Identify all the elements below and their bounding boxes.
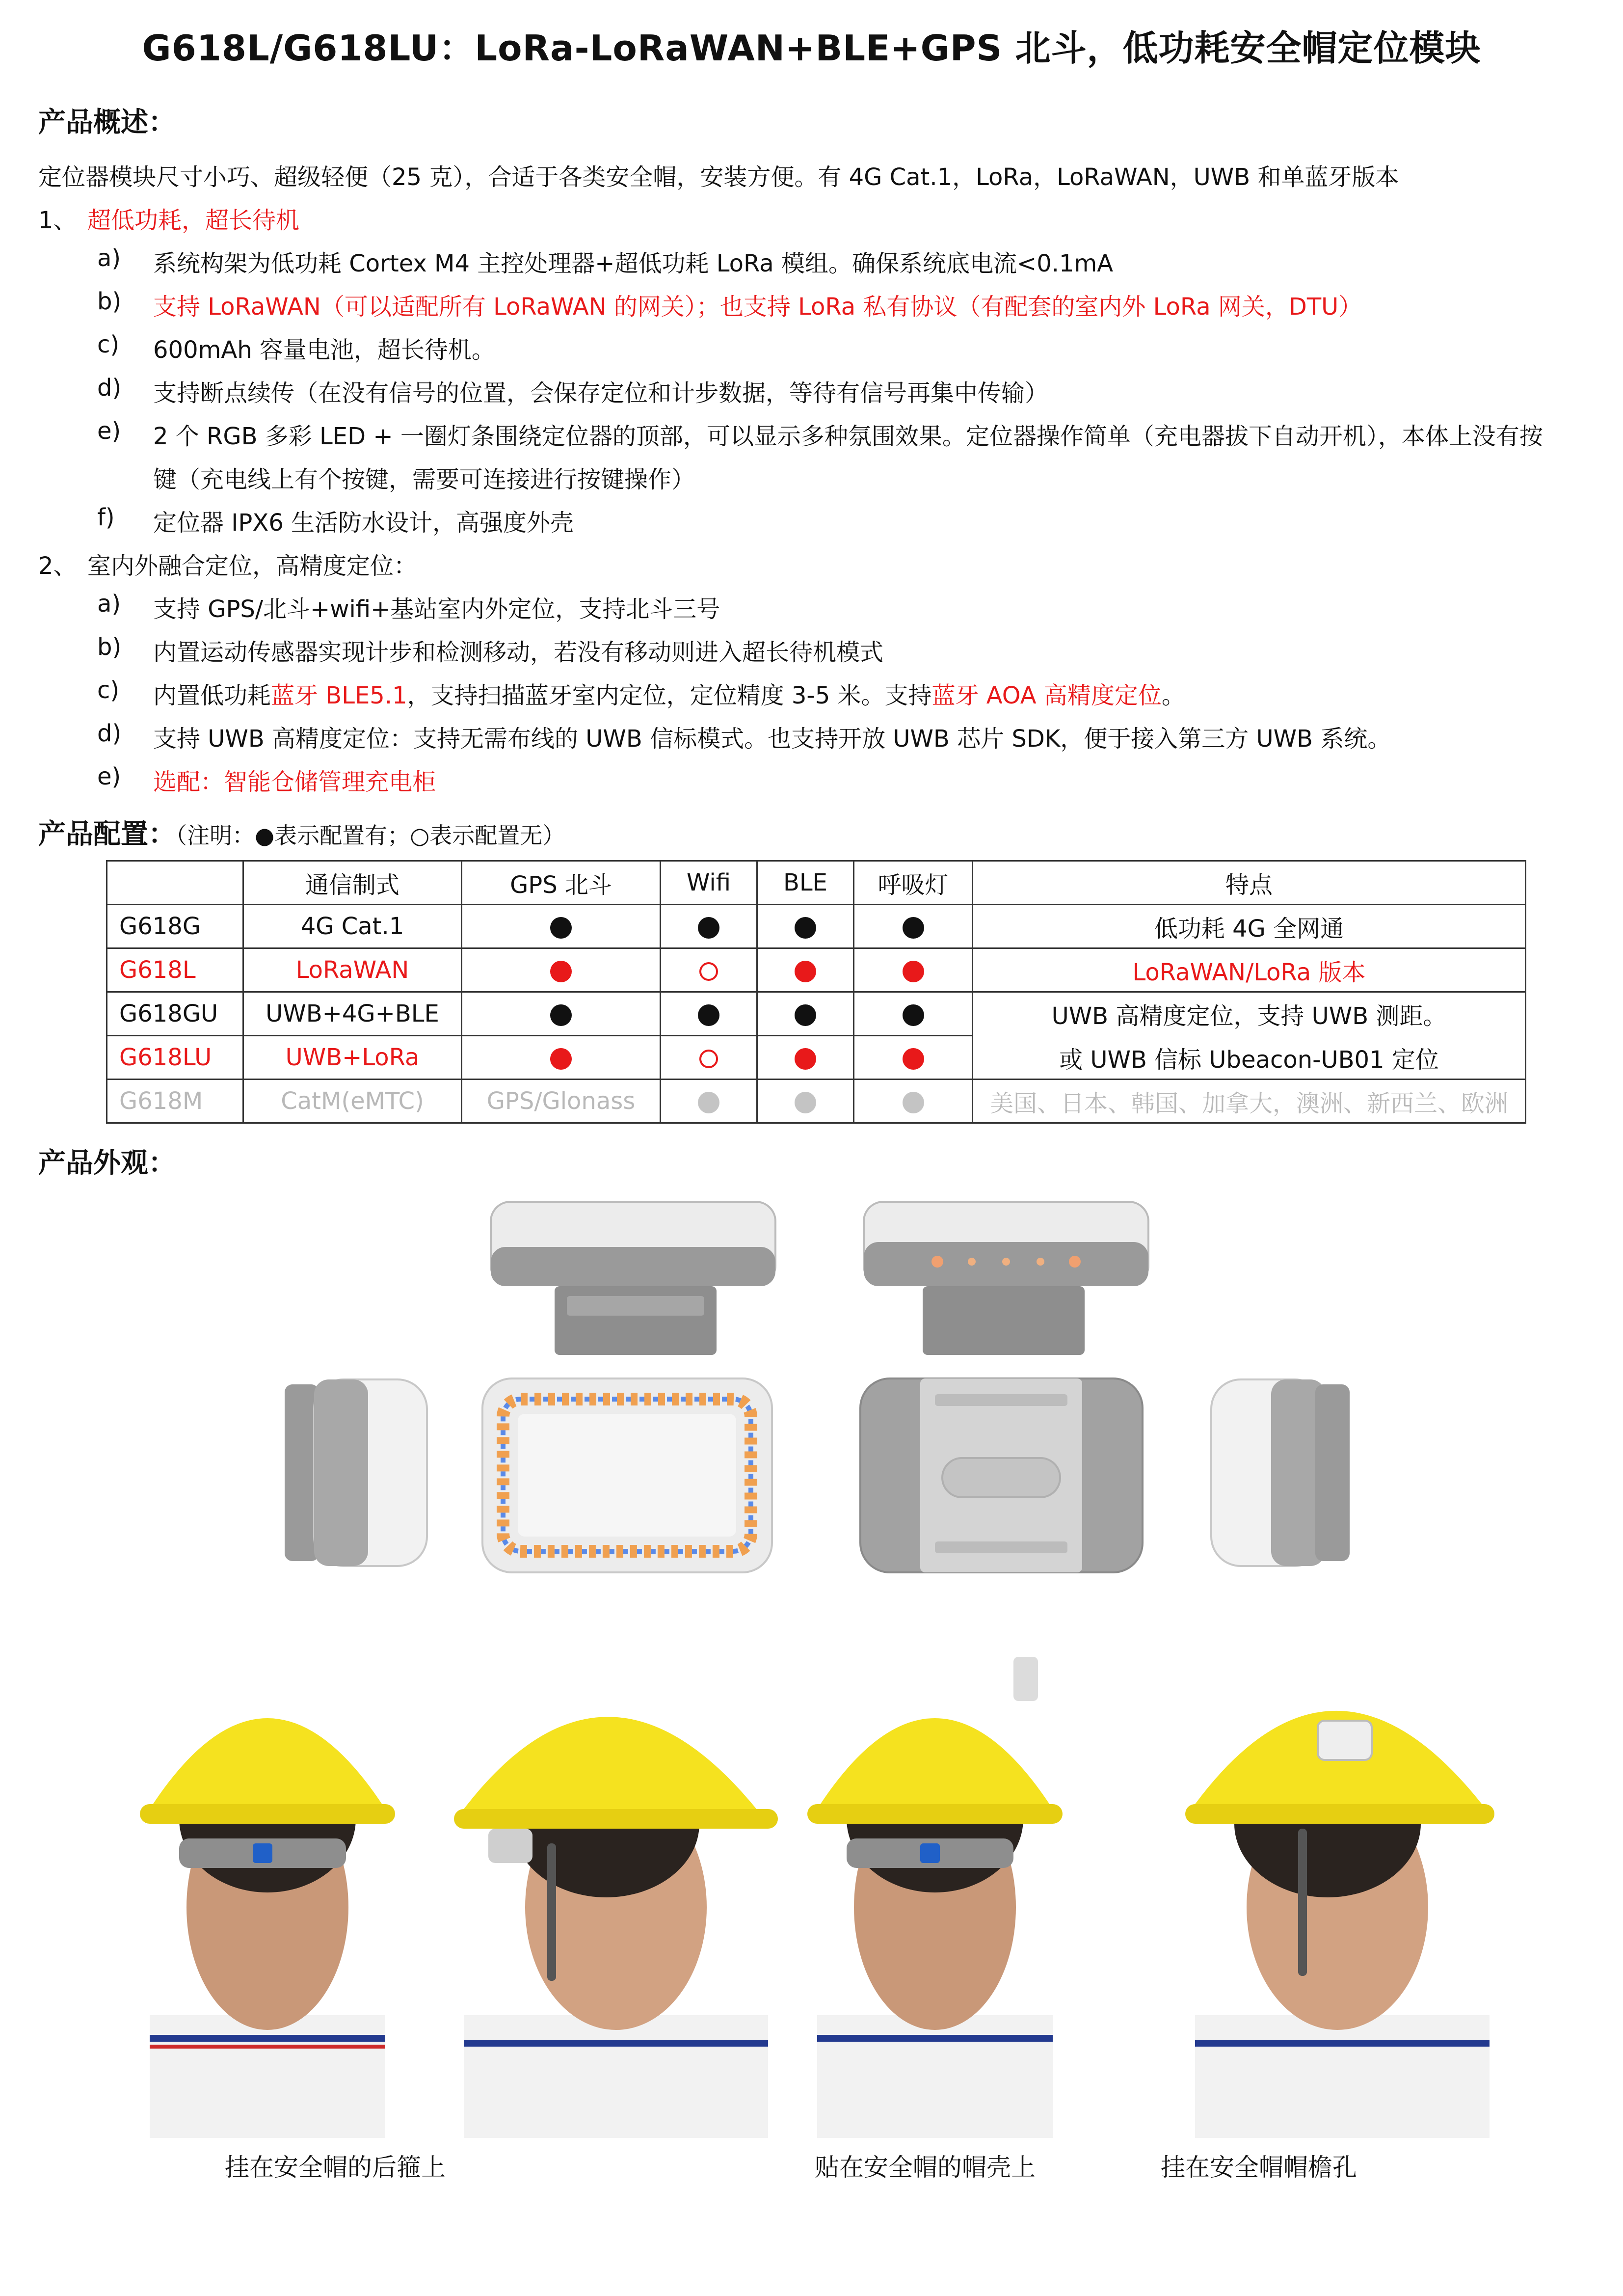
config-heading-text: 产品配置： (38, 818, 176, 850)
filled-dot-icon (903, 1004, 924, 1026)
filled-dot-icon (698, 917, 719, 939)
feature-line: UWB 高精度定位，支持 UWB 测距。 (1051, 1002, 1447, 1030)
section-2-number: 2、 (38, 552, 77, 580)
helmet-photo-back-and-side (120, 1613, 780, 2138)
gps-cell (462, 948, 661, 992)
list-item: 内置运动传感器实现计步和检测移动，若没有移动则进入超长待机模式 (153, 639, 884, 666)
led-cell (854, 905, 973, 948)
item-letter: d) (97, 720, 122, 747)
text-segment-highlight: 蓝牙 BLE5.1 (271, 682, 407, 709)
comm-cell: CatM(eMTC) (243, 1080, 462, 1123)
wifi-cell (661, 1080, 757, 1123)
filled-dot-icon (698, 1092, 719, 1113)
gps-cell (462, 992, 661, 1036)
empty-circle-icon (699, 1050, 718, 1068)
table-row (107, 1080, 1526, 1123)
text-segment: 内置低功耗 (153, 682, 271, 709)
appearance-heading: 产品外观： (38, 1147, 176, 1179)
device-top-view-front (486, 1198, 780, 1360)
item-letter: a) (97, 244, 121, 272)
list-item: 支持 LoRaWAN（可以适配所有 LoRaWAN 的网关）；也支持 LoRa 私有协议（有配套的室内外 LoRa 网关，DTU） (153, 293, 1362, 321)
filled-dot-icon (550, 961, 572, 982)
list-item-continued: 键（充电线上有个按键，需要可连接进行按键操作） (153, 466, 695, 493)
feature-cell: 低功耗 4G 全网通 (973, 905, 1526, 948)
wifi-cell (661, 992, 757, 1036)
list-item: 支持 UWB 高精度定位：支持无需布线的 UWB 信标模式。也支持开放 UWB 芯片 SDK，便于接入第三方 UWB 系统。 (153, 725, 1391, 753)
wifi-cell (661, 905, 757, 948)
device-front-led-view (479, 1375, 775, 1576)
text-segment: 。 (1161, 682, 1185, 709)
filled-dot-icon (903, 1048, 924, 1070)
filled-dot-icon (698, 1004, 719, 1026)
config-table (106, 860, 1526, 1124)
feature-cell: LoRaWAN/LoRa 版本 (973, 948, 1526, 992)
wifi-cell (661, 1036, 757, 1080)
filled-dot-icon (795, 917, 816, 939)
feature-cell (973, 992, 1526, 1080)
led-cell (854, 1080, 973, 1123)
device-top-view-back (859, 1198, 1153, 1360)
caption-brim-hole: 挂在安全帽帽檐孔 (1161, 2153, 1357, 2182)
table-row (107, 905, 1526, 948)
filled-dot-icon (795, 1004, 816, 1026)
comm-cell: UWB+4G+BLE (243, 992, 462, 1036)
comm-cell: UWB+LoRa (243, 1036, 462, 1080)
list-item: 2 个 RGB 多彩 LED + 一圈灯条围绕定位器的顶部，可以显示多种氛围效果。定位器操作简单（充电器拔下自动开机），本体上没有按 (153, 423, 1543, 450)
section-2-title: 室内外融合定位，高精度定位： (87, 552, 418, 580)
filled-dot-icon (903, 1092, 924, 1113)
text-segment: ，支持扫描蓝牙室内定位，定位精度 3-5 米。支持 (407, 682, 932, 709)
model-cell: G618G (107, 905, 243, 948)
model-cell: G618GU (107, 992, 243, 1036)
led-cell (854, 1036, 973, 1080)
model-cell: G618LU (107, 1036, 243, 1080)
filled-dot-icon (903, 961, 924, 982)
section-1-number: 1、 (38, 207, 77, 234)
device-side-view-right (1207, 1375, 1355, 1571)
filled-dot-icon (795, 1048, 816, 1070)
page-title: G618L/G618LU：LoRa-LoRaWAN+BLE+GPS 北斗，低功耗安全帽定位模块 (142, 27, 1481, 69)
table-header: BLE (757, 861, 854, 905)
ble-cell (757, 905, 854, 948)
table-header: GPS 北斗 (462, 861, 661, 905)
list-item: 系统构架为低功耗 Cortex M4 主控处理器+超低功耗 LoRa 模组。确保系统底电流<0.1mA (153, 250, 1114, 277)
led-cell (854, 948, 973, 992)
list-item: 选配：智能仓储管理充电柜 (153, 768, 436, 796)
table-header: 通信制式 (243, 861, 462, 905)
model-cell: G618M (107, 1080, 243, 1123)
helmet-photo-back-and-side-brim (807, 1613, 1494, 2138)
model-cell: G618L (107, 948, 243, 992)
feature-cell: 美国、日本、韩国、加拿大，澳洲、新西兰、欧洲 (973, 1080, 1526, 1123)
gps-cell (462, 905, 661, 948)
list-item: 600mAh 容量电池，超长待机。 (153, 336, 495, 364)
filled-dot-icon (550, 917, 572, 939)
table-row (107, 992, 1526, 1036)
text-segment-highlight: 蓝牙 AOA 高精度定位 (931, 682, 1162, 709)
filled-dot-icon (550, 1048, 572, 1070)
list-item: 定位器 IPX6 生活防水设计，高强度外壳 (153, 509, 574, 537)
list-item: 支持断点续传（在没有信号的位置，会保存定位和计步数据，等待有信号再集中传输） (153, 379, 1049, 407)
ble-cell (757, 948, 854, 992)
item-letter: a) (97, 590, 121, 618)
item-letter: d) (97, 374, 122, 402)
item-letter: b) (97, 633, 122, 661)
table-header (107, 861, 243, 905)
list-item: 支持 GPS/北斗+wifi+基站室内外定位，支持北斗三号 (153, 595, 720, 623)
table-header: 呼吸灯 (854, 861, 973, 905)
item-letter: c) (97, 676, 120, 704)
section-1-title: 超低功耗，超长待机 (87, 207, 300, 234)
device-back-view (856, 1375, 1146, 1576)
table-header: Wifi (661, 861, 757, 905)
item-letter: e) (97, 763, 121, 790)
device-side-view-left (280, 1375, 432, 1571)
feature-line: 或 UWB 信标 Ubeacon-UB01 定位 (1059, 1046, 1439, 1074)
filled-dot-icon (795, 1092, 816, 1113)
config-note: （注明：●表示配置有；○表示配置无） (176, 822, 565, 849)
wifi-cell (661, 948, 757, 992)
ble-cell (757, 1036, 854, 1080)
table-row (107, 948, 1526, 992)
gps-cell (462, 1036, 661, 1080)
empty-circle-icon (699, 962, 718, 981)
filled-dot-icon (903, 917, 924, 939)
item-letter: e) (97, 417, 121, 445)
overview-heading: 产品概述： (38, 107, 176, 138)
ble-cell (757, 1080, 854, 1123)
table-header: 特点 (973, 861, 1526, 905)
filled-dot-icon (550, 1004, 572, 1026)
comm-cell: 4G Cat.1 (243, 905, 462, 948)
ble-cell (757, 992, 854, 1036)
overview-intro: 定位器模块尺寸小巧、超级轻便（25 克），合适于各类安全帽，安装方便。有 4G Cat.1，LoRa，LoRaWAN，UWB 和单蓝牙版本 (38, 163, 1399, 191)
comm-cell: LoRaWAN (243, 948, 462, 992)
caption-back-hoop: 挂在安全帽的后箍上 (225, 2153, 446, 2182)
table-header-row (107, 861, 1526, 905)
item-letter: c) (97, 331, 120, 358)
item-letter: b) (97, 288, 122, 315)
list-item (153, 676, 1185, 710)
caption-shell: 贴在安全帽的帽壳上 (815, 2153, 1036, 2182)
filled-dot-icon (795, 961, 816, 982)
gps-cell: GPS/Glonass (462, 1080, 661, 1123)
config-heading (38, 812, 565, 852)
led-cell (854, 992, 973, 1036)
item-letter: f) (97, 504, 115, 531)
